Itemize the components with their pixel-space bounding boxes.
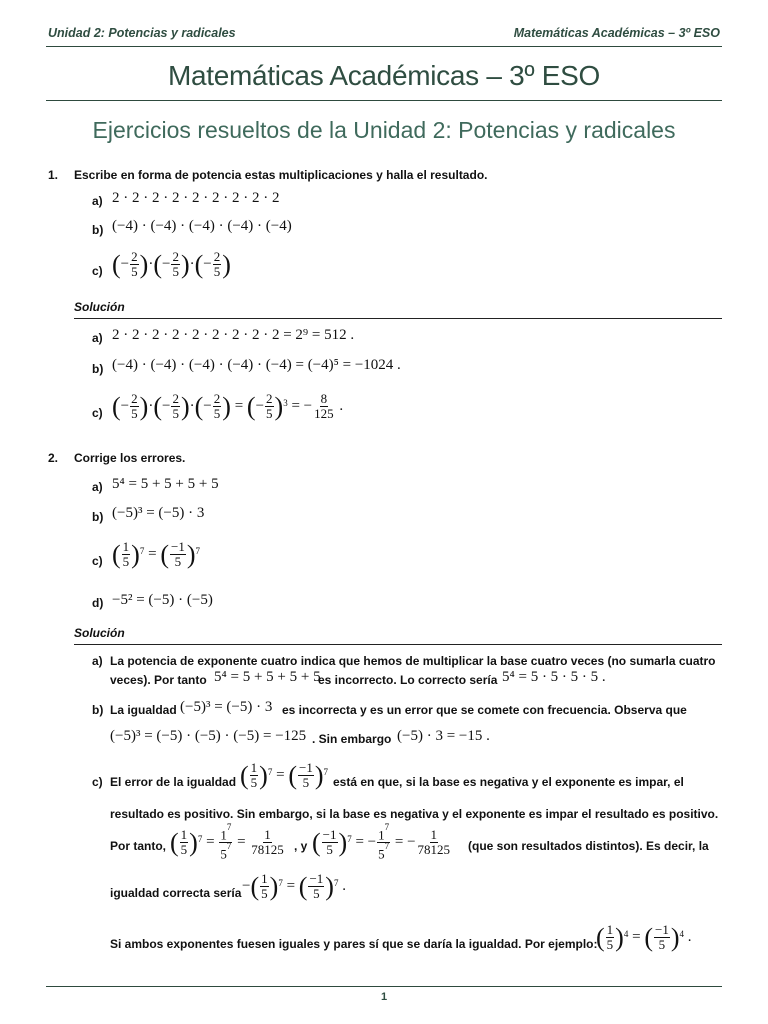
math-expression: ( 1 5 ) $^7$ = ( −1 5 ) $^7$ xyxy=(240,760,328,790)
solution-text: , y xyxy=(294,839,308,853)
math-expression: 5⁴ = 5 · 5 · 5 · 5 . xyxy=(502,669,606,685)
item-label: c) xyxy=(92,406,103,420)
header-right: Matemáticas Académicas – 3º ESO xyxy=(513,26,720,40)
math-expression: 5⁴ = 5 + 5 + 5 + 5 xyxy=(112,476,219,492)
document-title: Matemáticas Académicas – 3º ESO xyxy=(167,60,600,91)
solution-text: (que son resultados distintos). Es decir, la xyxy=(468,839,709,853)
math-expression: (−4) · (−4) · (−4) · (−4) · (−4) = (−4)⁵ = −1024 . xyxy=(112,357,401,373)
solution-rule xyxy=(74,644,722,645)
document-subtitle: Ejercicios resueltos de la Unidad 2: Potencias y radicales xyxy=(92,117,676,143)
math-expression: ( −1 5 ) $^7$ = − $1^7$ $5^7$ = − 1 78125 xyxy=(312,822,451,862)
math-expression: (−5) · 3 = −15 . xyxy=(397,728,490,744)
item-label: a) xyxy=(92,331,103,345)
running-header xyxy=(46,24,722,47)
math-expression: (−5)³ = (−5) · 3 xyxy=(180,699,273,715)
math-expression: −5² = (−5) · (−5) xyxy=(112,592,213,608)
math-expression: ( − 2 5 ) · ( − 2 5 ) · ( − 2 5 ) = ( − 2 5 ) $^3$ = − 8 125 . xyxy=(112,391,344,421)
exercise-number: 2. xyxy=(48,451,59,465)
item-label: c) xyxy=(92,264,103,278)
solution-text: La potencia de exponente cuatro indica que hemos de multiplicar la base cuatro veces (no sumarla cuatro xyxy=(110,654,716,668)
item-label: a) xyxy=(92,194,103,208)
solution-text: . Sin embargo xyxy=(312,732,392,746)
solution-text: El error de la igualdad xyxy=(110,775,237,789)
page-number: 1 xyxy=(380,991,388,1003)
exercise-statement: Corrige los errores. xyxy=(74,451,186,465)
math-expression: ( 1 5 ) $^7$ = ( −1 5 ) $^7$ xyxy=(112,539,200,569)
item-label: b) xyxy=(92,223,104,237)
math-expression: (−5)³ = (−5) · (−5) · (−5) = −125 xyxy=(110,728,307,744)
math-expression: ( 1 5 ) $^4$ = ( −1 5 ) $^4$ . xyxy=(596,922,692,952)
math-expression: ( − 2 5 ) · ( − 2 5 ) · ( − 2 5 ) xyxy=(112,249,231,279)
item-label: b) xyxy=(92,510,104,524)
item-label: c) xyxy=(92,775,103,789)
math-expression: (−4) · (−4) · (−4) · (−4) · (−4) xyxy=(112,218,292,234)
math-expression: (−5)³ = (−5) · 3 xyxy=(112,505,205,521)
fraction-denominator: 78125 xyxy=(251,842,284,858)
footer-rule xyxy=(46,986,722,987)
solution-label: Solución xyxy=(74,626,125,640)
solution-text: La igualdad xyxy=(110,703,177,717)
item-label: d) xyxy=(92,596,104,610)
solution-text: Por tanto, xyxy=(110,839,166,853)
exercise-number: 1. xyxy=(48,168,59,182)
header-left: Unidad 2: Potencias y radicales xyxy=(48,26,236,40)
exercise-statement: Escribe en forma de potencia estas multiplicaciones y halla el resultado. xyxy=(74,168,488,182)
item-label: b) xyxy=(92,703,104,717)
solution-text: está en que, si la base es negativa y el exponente es impar, el xyxy=(333,775,684,789)
solution-text: es incorrecto. Lo correcto sería xyxy=(318,673,498,687)
math-expression: 5⁴ = 5 + 5 + 5 + 5 xyxy=(214,669,321,685)
solution-text: resultado es positivo. Sin embargo, si la base es negativa y el exponente es impar el resultado es positivo. xyxy=(110,807,719,821)
math-expression: ( 1 5 ) $^7$ = $1^7$ $5^7$ = 1 78125 xyxy=(170,822,284,862)
solution-text: igualdad correcta sería xyxy=(110,886,242,900)
math-expression: 2 · 2 · 2 · 2 · 2 · 2 · 2 · 2 · 2 = 2⁹ = 512 . xyxy=(112,327,355,343)
math-expression: − ( 1 5 ) $^7$ = ( −1 5 ) $^7$ . xyxy=(242,871,346,901)
solution-label: Solución xyxy=(74,300,125,314)
item-label: a) xyxy=(92,480,103,494)
solution-text: Si ambos exponentes fuesen iguales y pares sí que se daría la igualdad. Por ejemplo: xyxy=(110,937,598,951)
item-label: a) xyxy=(92,654,103,668)
solution-rule xyxy=(74,318,722,319)
solution-text: veces). Por tanto xyxy=(110,673,207,687)
math-expression: 2 · 2 · 2 · 2 · 2 · 2 · 2 · 2 · 2 xyxy=(112,190,280,206)
title-rule xyxy=(46,100,722,101)
solution-text: es incorrecta y es un error que se comete con frecuencia. Observa que xyxy=(282,703,687,717)
item-label: c) xyxy=(92,554,103,568)
item-label: b) xyxy=(92,362,104,376)
